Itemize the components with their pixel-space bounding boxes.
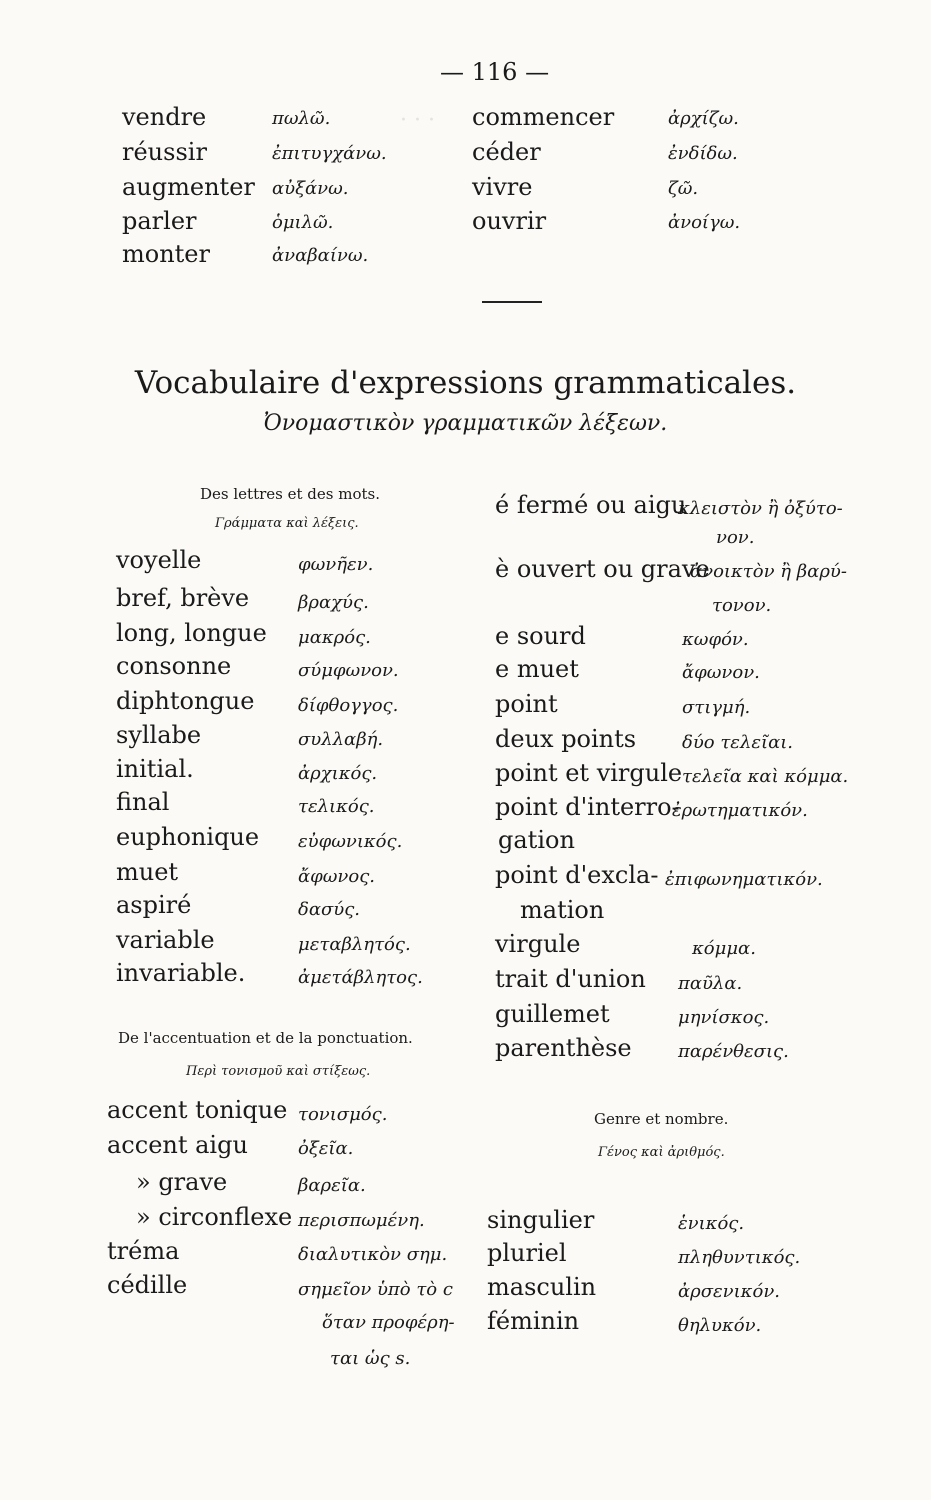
letters-right-gr: μηνίσκος. [678,1007,770,1028]
accent-heading-fr: De l'accentuation et de la ponctuation. [118,1029,413,1047]
letters-right-fr: point et virgule [495,759,683,787]
letters-right-gr: παρένθεσις. [678,1041,789,1062]
letters-gr: βραχύς. [298,592,369,613]
verb-gr: ἀνοίγω. [668,212,741,233]
letters-gr: δασύς. [298,899,361,920]
accent-fr: cédille [107,1271,188,1299]
letters-fr: diphtongue [116,687,255,715]
genre-gr: θηλυκόν. [678,1315,762,1336]
letters-right-fr: virgule [495,930,581,958]
verb-gr: ἀναβαίνω. [272,245,369,266]
letters-gr: εὐφωνικός. [298,831,403,852]
letters-heading-gr: Γράμματα καὶ λέξεις. [215,516,359,531]
letters-right-fr: guillemet [495,1000,610,1028]
letters-right-fr: mation [520,896,605,924]
letters-right-gr: ἐπιφωνηματικόν. [665,869,823,890]
verb-gr: αὐξάνω. [272,178,349,199]
accent-gr: βαρεῖα. [298,1175,366,1196]
genre-heading-gr: Γένος καὶ ἀριθμός. [598,1145,725,1160]
letters-fr: euphonique [116,823,260,851]
letters-fr: initial. [116,755,194,783]
accent-gr: ὀξεῖα. [298,1138,354,1159]
accent-gr: περισπωμένη. [298,1210,425,1231]
letters-fr: aspiré [116,891,192,919]
verb-gr: ἐνδίδω. [668,143,738,164]
accent-fr: accent aigu [107,1131,248,1159]
section-divider [482,301,542,303]
genre-heading-fr: Genre et nombre. [594,1110,729,1128]
verb-fr: ouvrir [472,207,547,235]
verb-fr: vendre [122,103,207,131]
letters-right-gr: κωφόν. [682,629,749,650]
letters-right-gr: παῦλα. [678,973,743,994]
letters-right-fr: deux points [495,725,637,753]
accent-heading-gr: Περὶ τονισμοῦ καὶ στίξεως. [186,1064,371,1079]
accent-gr: τονισμός. [298,1104,388,1125]
letters-gr: ἀρχικός. [298,763,378,784]
letters-gr: δίφθογγος. [298,695,399,716]
verb-fr: réussir [122,138,207,166]
verb-gr: ἀρχίζω. [668,108,739,129]
letters-right-fr: point d'excla- [495,861,659,889]
letters-fr: long, longue [116,619,267,647]
letters-right-fr: point d'interro- [495,793,680,821]
letters-fr: final [116,788,170,816]
verb-gr: πωλῶ. [272,108,331,129]
genre-fr: masculin [487,1273,597,1301]
accent-gr: διαλυτικὸν σημ. [298,1244,448,1265]
letters-fr: syllabe [116,721,202,749]
accent-fr: » grave [136,1168,228,1196]
letters-right-gr: ἄφωνον. [682,662,760,683]
genre-fr: singulier [487,1206,595,1234]
accent-fr: » circonflexe [136,1203,293,1231]
accent-gr-cont: ται ὡς s. [330,1348,411,1369]
letters-right-gr: τελεῖα καὶ κόμμα. [682,766,849,787]
letters-right-fr: e muet [495,655,579,683]
letters-gr: μακρός. [298,627,371,648]
letters-gr: τελικός. [298,796,375,817]
verb-gr: ζῶ. [668,178,699,199]
letters-fr: voyelle [116,546,202,574]
letters-right-fr: è ouvert ou grave [495,555,710,583]
letters-right-fr: parenthèse [495,1034,632,1062]
letters-gr: σύμφωνον. [298,660,399,681]
letters-gr: ἄφωνος. [298,866,376,887]
letters-right-fr: trait d'union [495,965,646,993]
verb-gr: ἐπιτυγχάνω. [272,143,387,164]
letters-fr: consonne [116,652,232,680]
section-title: Vocabulaire d'expressions grammaticales. [134,365,797,401]
accent-fr: accent tonique [107,1096,288,1124]
letters-gr: συλλαβή. [298,729,384,750]
genre-gr: ἑνικός. [678,1213,745,1234]
genre-fr: féminin [487,1307,580,1335]
verb-fr: monter [122,240,210,268]
letters-gr: μεταβλητός. [298,934,411,955]
letters-right-gr: ἐρωτηματικόν. [672,800,808,821]
letters-right-fr: é fermé ou aigu [495,491,687,519]
genre-gr: πληθυντικός. [678,1247,801,1268]
verb-fr: vivre [472,173,533,201]
letters-right-gr: νον. [716,527,755,548]
verb-fr: augmenter [122,173,255,201]
letters-fr: invariable. [116,959,246,987]
accent-gr-cont: ὅταν προφέρη- [322,1312,455,1333]
letters-right-gr: ἀνοικτὸν ἢ βαρύ- [690,561,847,582]
letters-gr: φωνῆεν. [298,554,374,575]
verb-fr: céder [472,138,541,166]
letters-right-fr: gation [498,826,575,854]
letters-right-gr: δύο τελεῖαι. [682,732,794,753]
page-number: — 116 — [440,58,550,86]
accent-gr: σημεῖον ὑπὸ τὸ c [298,1279,453,1300]
verb-fr: commencer [472,103,615,131]
letters-gr: ἀμετάβλητος. [298,967,423,988]
letters-right-gr: κλειστὸν ἢ ὀξύτο- [678,498,843,519]
letters-fr: variable [116,926,215,954]
bleed-through-shadow: · · · [400,108,435,133]
letters-fr: bref, brève [116,584,250,612]
section-subtitle: Ὀνομαστικὸν γραμματικῶν λέξεων. [263,411,668,436]
verb-gr: ὁμιλῶ. [272,212,334,233]
genre-fr: pluriel [487,1239,567,1267]
accent-fr: tréma [107,1237,180,1265]
letters-right-gr: κόμμα. [692,938,756,959]
verb-fr: parler [122,207,197,235]
letters-fr: muet [116,858,179,886]
genre-gr: ἀρσενικόν. [678,1281,780,1302]
letters-right-gr: στιγμή. [682,697,751,718]
letters-right-fr: point [495,690,558,718]
letters-right-gr: τονον. [712,595,772,616]
letters-heading-fr: Des lettres et des mots. [200,485,380,503]
letters-right-fr: e sourd [495,622,586,650]
